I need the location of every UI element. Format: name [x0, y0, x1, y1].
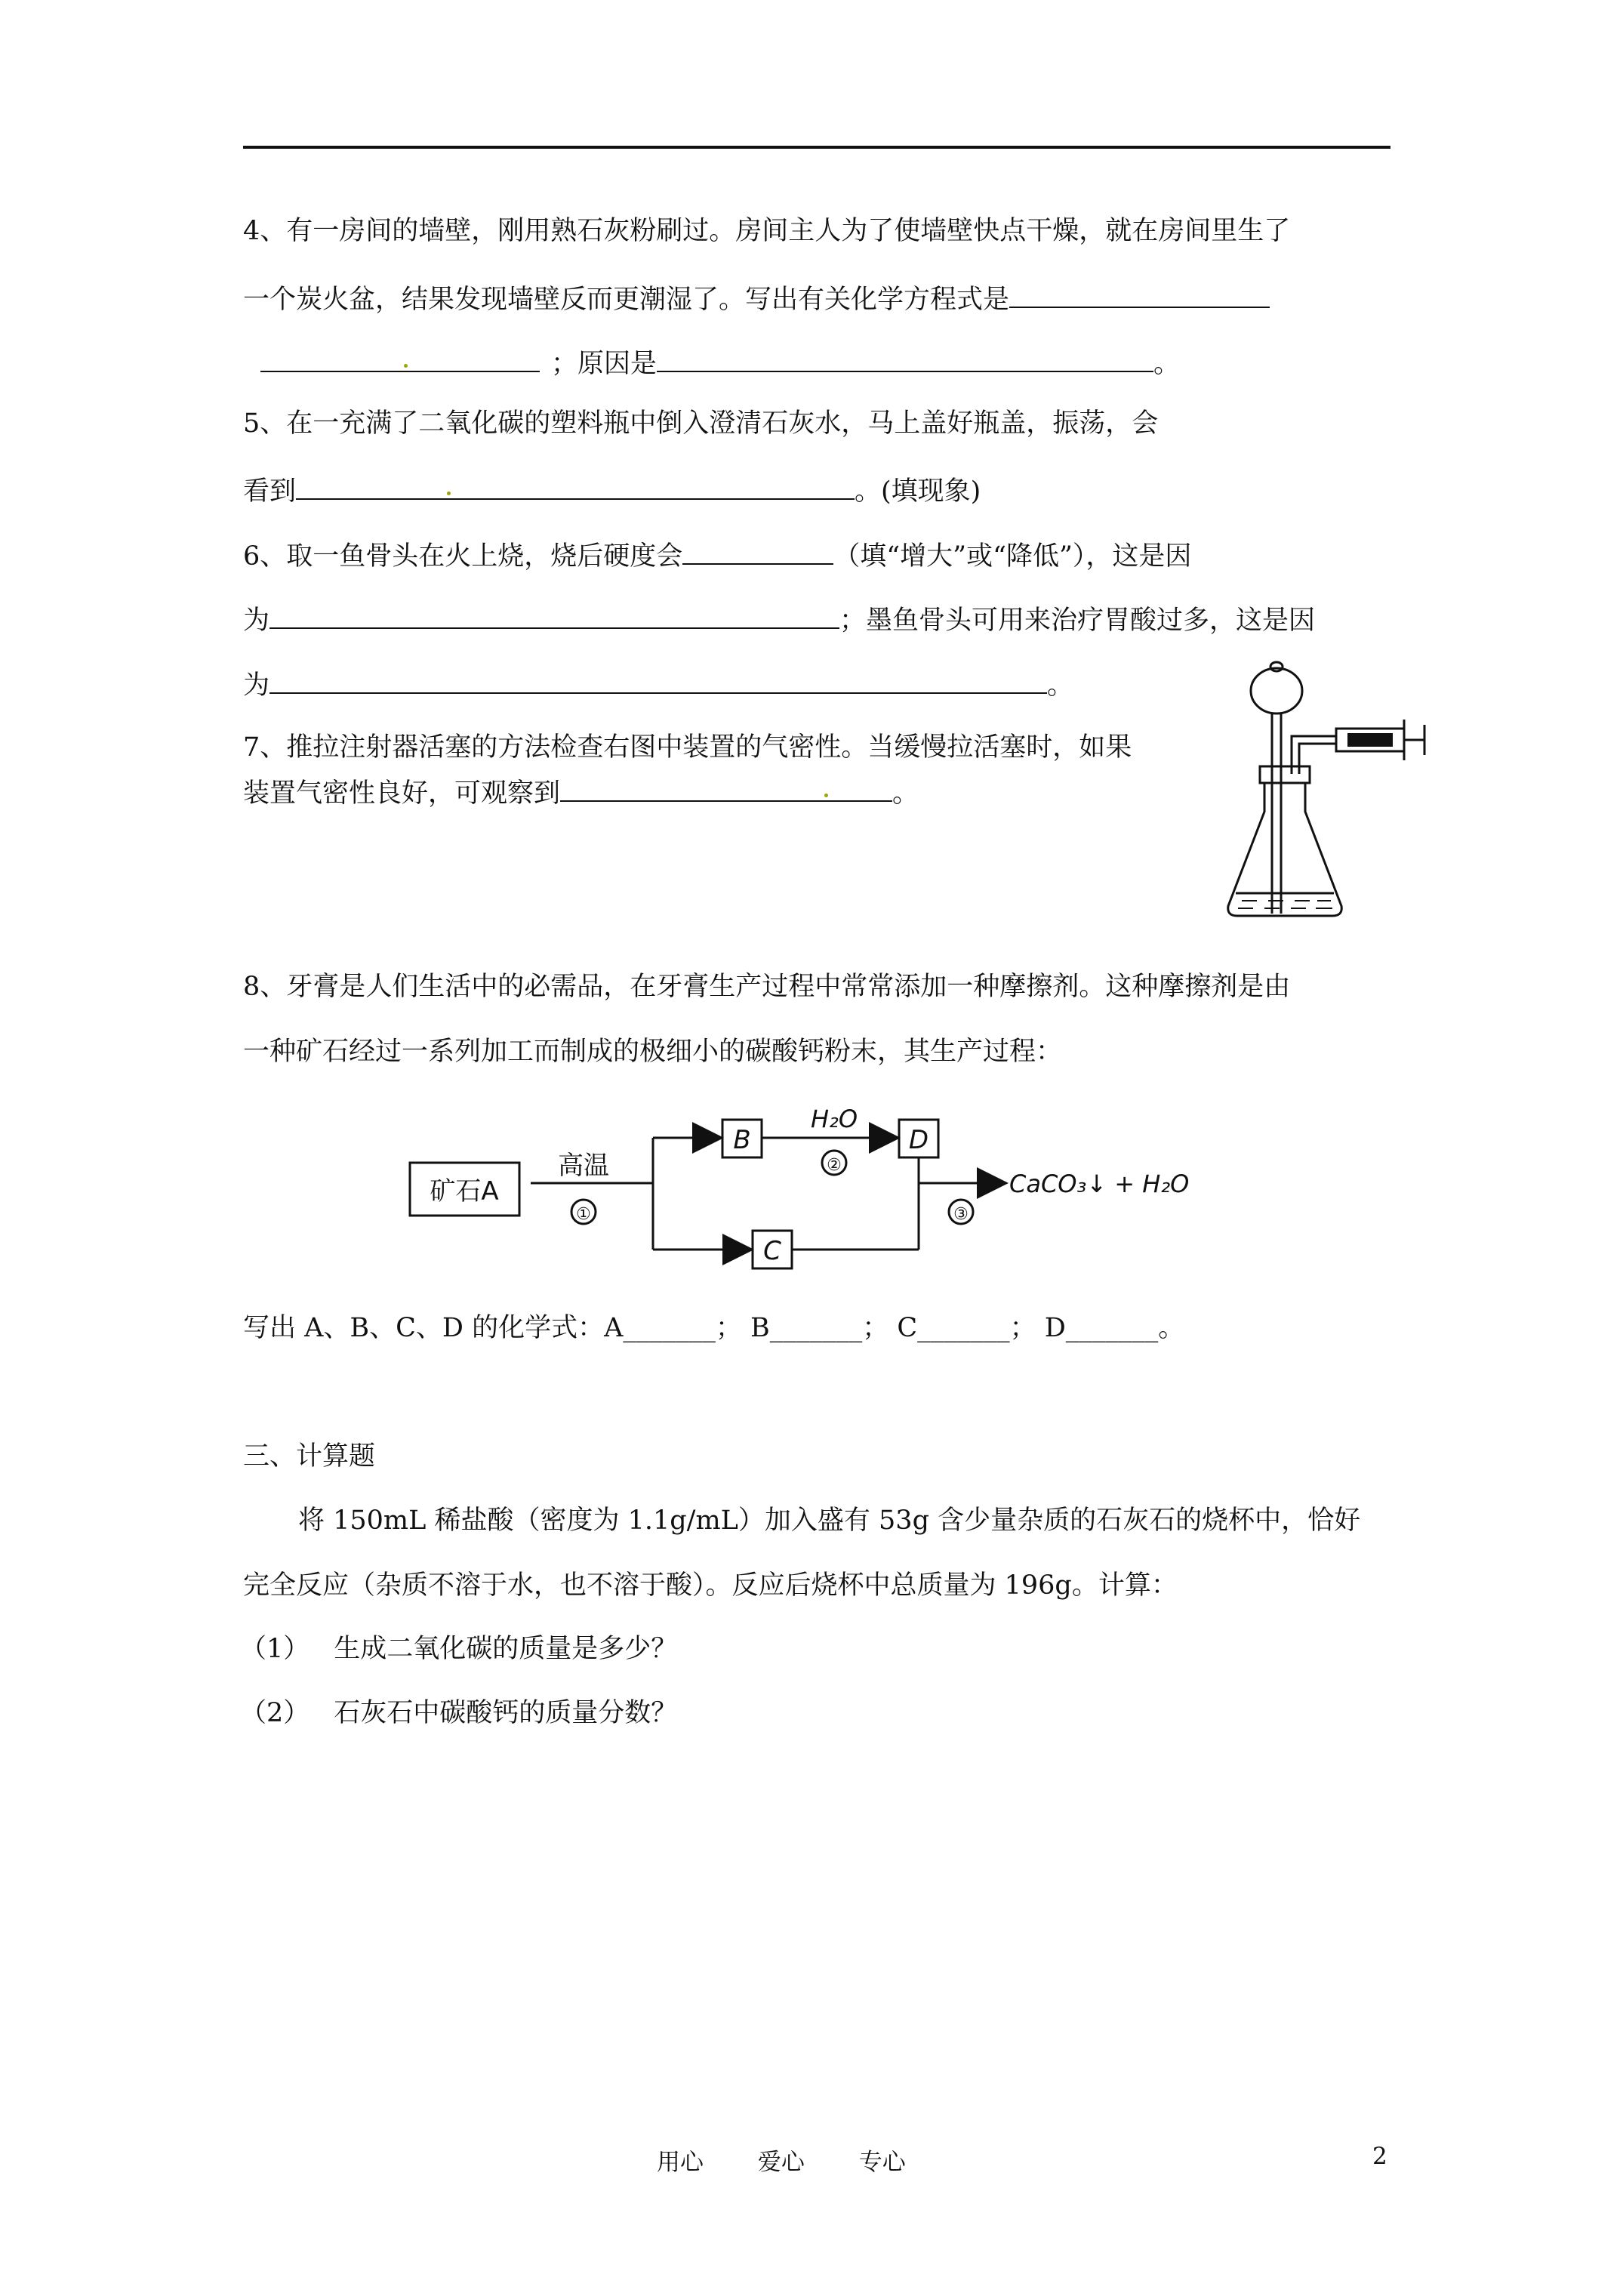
q7-line-2 [243, 772, 919, 812]
funnel-top [1270, 662, 1283, 671]
q6-line-3 [243, 664, 1073, 704]
mark-dot [824, 794, 828, 797]
syringe-plunger [1347, 733, 1393, 747]
q6-line-3-end: 。 [1047, 670, 1074, 701]
item1-number: （1） [240, 1634, 310, 1664]
item1-text: 生成二氧化碳的质量是多少？ [334, 1634, 678, 1664]
d-label: D [908, 1125, 929, 1155]
q5-line-2 [243, 470, 981, 510]
footer-motto: 用心 爱心 专心 [657, 2149, 906, 2176]
q7-observation-blank[interactable] [560, 772, 892, 802]
q6-because-label-2: 为 [243, 670, 270, 701]
q4-line-2 [243, 278, 1270, 318]
c-label: C [763, 1236, 781, 1266]
q6-line-1-end: （填“增大”或“降低”），这是因 [833, 541, 1192, 572]
apparatus-figure [1227, 653, 1431, 925]
q8-line-1: 8、牙膏是人们生活中的必需品，在牙膏生产过程中常常添加一种摩擦剂。这种摩擦剂是由 [243, 972, 1291, 1002]
q7-line-2-text: 装置气密性良好，可观察到 [243, 778, 561, 809]
q5-phenomenon-blank[interactable] [296, 470, 855, 500]
q4-reason-label: ；原因是 [551, 349, 658, 379]
q7-line-2-end: 。 [892, 778, 919, 809]
process-flow-diagram [404, 1099, 1249, 1272]
mark-dot [447, 492, 451, 495]
q4-reason-blank[interactable] [657, 342, 1153, 372]
q6-reason-blank[interactable] [269, 599, 839, 629]
q4-line-2-text: 一个炭火盆，结果发现墙壁反而更潮湿了。写出有关化学方程式是 [243, 285, 1010, 315]
step1-label: ① [576, 1205, 591, 1224]
section3-item-2 [240, 1695, 677, 1731]
q6-line-2 [243, 599, 1315, 639]
q8-answer-line: 写出 A、B、C、D 的化学式：A_______； B_______； C_______； D_______。 [243, 1313, 1185, 1343]
delivery-tube-inner [1299, 744, 1336, 774]
stopper [1260, 766, 1310, 783]
q4-equation-blank-2[interactable] [260, 342, 540, 372]
q4-equation-blank[interactable] [1009, 278, 1270, 308]
section3-para-2: 完全反应（杂质不溶于水，也不溶于酸）。反应后烧杯中总质量为 196g。计算： [243, 1570, 1178, 1601]
section3-title: 三、计算题 [243, 1441, 376, 1472]
q6-because-label: 为 [243, 606, 270, 636]
q8-line-2: 一种矿石经过一系列加工而制成的极细小的碳酸钙粉末，其生产过程： [243, 1037, 1063, 1067]
conical-flask [1228, 783, 1342, 916]
q6-line-2-text: ；墨鱼骨头可用来治疗胃酸过多，这是因 [839, 606, 1316, 636]
mark-dot [404, 364, 408, 368]
header-rule [243, 146, 1390, 149]
step2-label: ② [827, 1156, 842, 1175]
q5-line-2-end: 。(填现象) [855, 476, 981, 507]
q5-see-label: 看到 [243, 476, 297, 507]
step3-label: ③ [953, 1205, 969, 1224]
q4-line-3 [260, 342, 1180, 382]
q6-hardness-blank[interactable] [682, 535, 833, 565]
q6-line-1 [243, 535, 1191, 575]
page-number: 2 [1372, 2143, 1387, 2170]
ore-label: 矿石A [430, 1176, 499, 1207]
q6-line-1-text: 6、取一鱼骨头在火上烧，烧后硬度会 [243, 541, 683, 572]
item2-text: 石灰石中碳酸钙的质量分数？ [334, 1698, 678, 1728]
q4-line-3-end: 。 [1153, 349, 1181, 379]
section3-item-1 [240, 1631, 677, 1667]
high-temp-label: 高温 [558, 1151, 609, 1181]
funnel-bulb [1251, 668, 1302, 713]
item2-number: （2） [240, 1698, 310, 1728]
q6-reason-blank-2[interactable] [269, 664, 1047, 694]
water-label: H₂O [810, 1105, 858, 1133]
q7-line-1: 7、推拉注射器活塞的方法检查右图中装置的气密性。当缓慢拉活塞时，如果 [243, 732, 1132, 763]
b-label: B [733, 1125, 751, 1155]
liquid-hatch [1238, 901, 1332, 908]
section3-para-1: 将 150mL 稀盐酸（密度为 1.1g/mL）加入盛有 53g 含少量杂质的石灰石的烧杯中，恰好 [298, 1505, 1361, 1536]
product-label: CaCO₃↓ + H₂O [1009, 1170, 1190, 1198]
q4-line-1: 4、有一房间的墙壁，刚用熟石灰粉刷过。房间主人为了使墙壁快点干燥，就在房间里生了 [243, 216, 1291, 246]
q5-line-1: 5、在一充满了二氧化碳的塑料瓶中倒入澄清石灰水，马上盖好瓶盖，振荡，会 [243, 408, 1159, 439]
